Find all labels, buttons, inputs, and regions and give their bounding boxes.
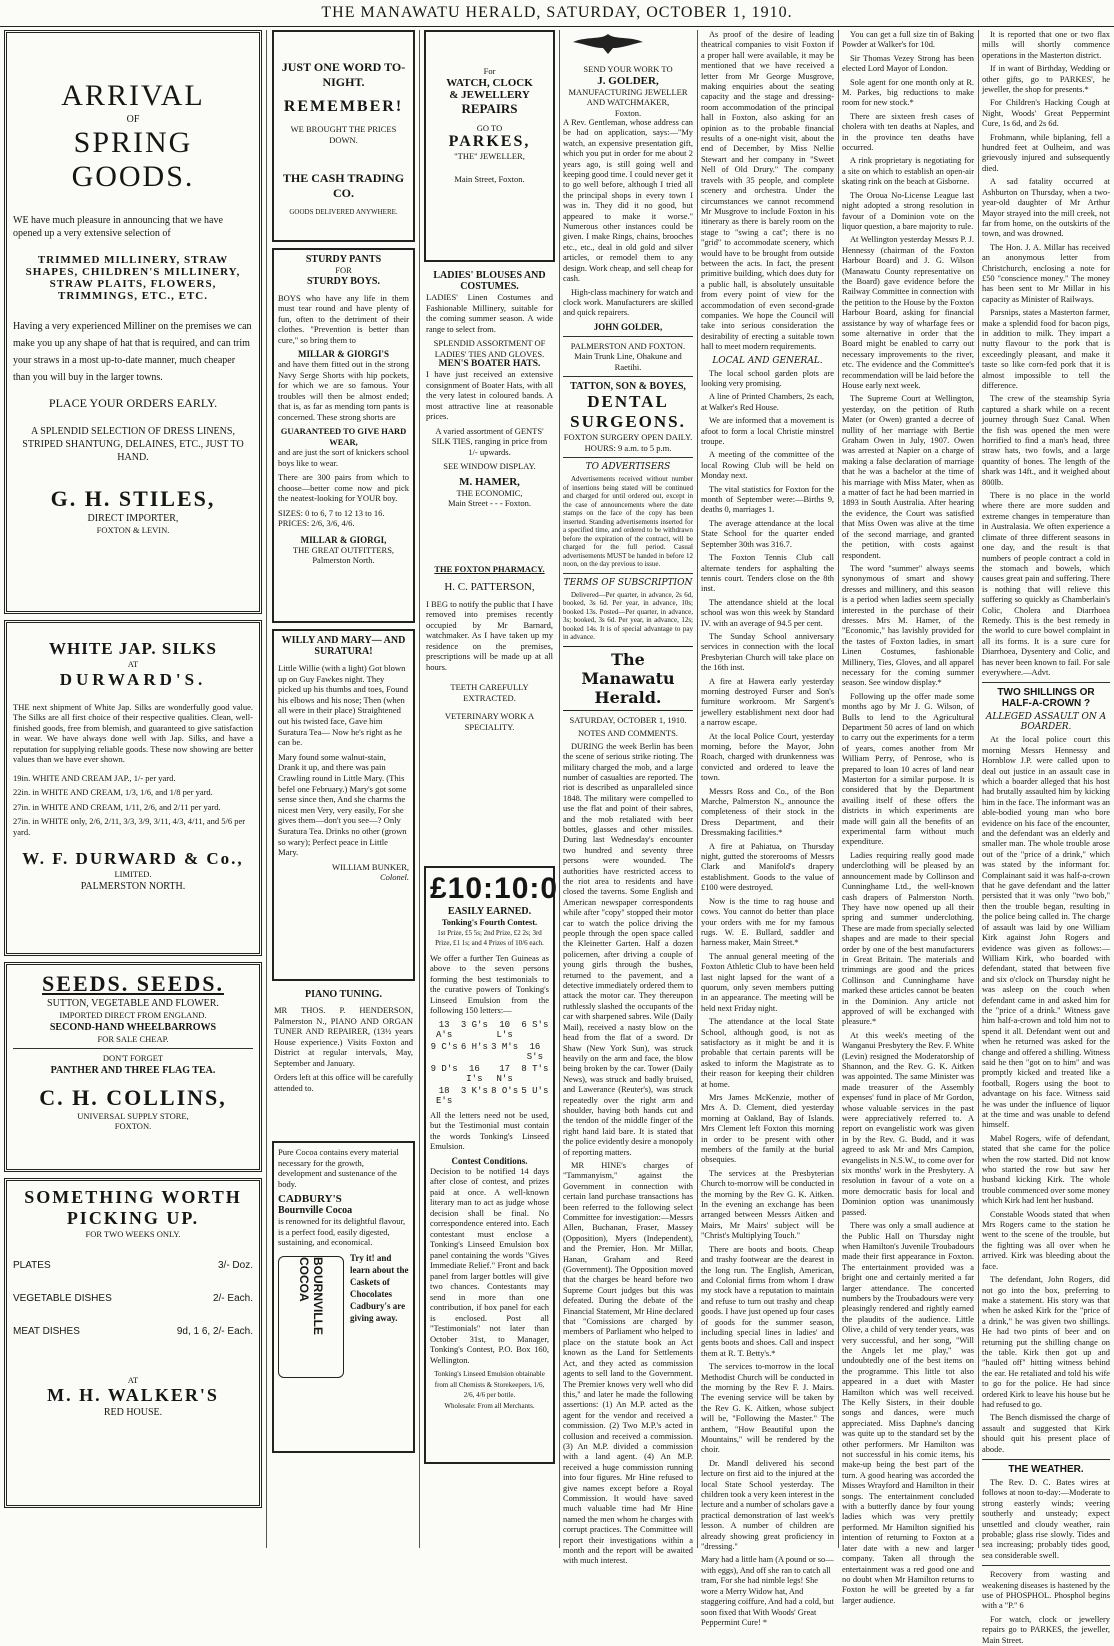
notice-heading: TERMS OF SUBSCRIPTION	[563, 577, 693, 588]
advert-callout: GUARANTEED TO GIVE HARD WEAR,	[280, 426, 407, 447]
advert-heading: WATCH, CLOCK	[446, 76, 533, 89]
article-paragraph: The Foxton Tennis Club call alternate tenders for asphalting the tennis court. Tenders close on the 8th inst.	[701, 553, 834, 594]
advert-body: High-class machinery for watch and clock work. Manufacturers are skilled and quick repairers.	[563, 287, 693, 318]
advert-heading: ARRIVAL	[61, 79, 205, 112]
article-paragraph: Frohmann, while biplaning, fell a hundred feet at Oulheim, and was grievously injured and subsequently died.	[982, 132, 1110, 173]
advert-line: GO TO	[476, 122, 503, 133]
signature-title: Colonel.	[379, 872, 409, 883]
pharmacy-advert	[424, 562, 555, 866]
newspaper-title: The Manawatu Herald.	[563, 646, 693, 711]
advert-heading: JUST ONE WORD TO-NIGHT.	[281, 60, 406, 89]
divider	[563, 336, 693, 337]
article-paragraph: The Supreme Court at Wellington, yesterday, on the petition of Ruth Mater (or Owen) granted a decree of nullity of her marriage with Bertie Graham Owen in July, 1907. Owen was arrested at Napier on a charge of making a false declaration of marriage that he was a bachelor at the time of his marriage with Miss Mater, when as a matter of fact he had been married in 1893 in South Australia. After hearing the evidence, the Court was satisfied that Miss Owen was alive at the time of the second marriage, and granted the petition, with costs against respondent.	[842, 394, 974, 560]
advert-body: THE next shipment of White Jap. Silks are wonderfully good value. The Silks are all first choice of their respective qualities. Clean, well-finished goods, free from blemish, and guaranteed to give satisfaction in wear. We have always done well with Jap. Silks, and have a reputation for supplying reliable goods. These now showing are better values than we have ever shown.	[13, 701, 253, 764]
advertiser-role: LIMITED.	[114, 869, 152, 879]
divider	[13, 1048, 253, 1049]
advert-body: BOYS who have any life in them must tear round and have plenty of fun, often to the detriment of their clothes. "Prevention is better than cure," so bring them to	[278, 292, 409, 345]
price-row	[13, 1293, 253, 1304]
article-heading: TWO SHILLINGS OR HALF-A-CROWN ?	[997, 687, 1095, 710]
masthead-title: THE MANAWATU HERALD, SATURDAY, OCTOBER 1, 1910.	[0, 0, 1114, 27]
article-paragraph: DURING the week Berlin has been the scene of serious strike rioting. The military charged the mob, and a large number of casualties are reported. The riot is described as unparalleled since 1848. The military were compelled to use the flat and point of their sabres, and the mob retaliated with beer bottles, glasses and other missiles. During last Wednesday's encounter two hundred and seventy three persons were wounded. The authorities have restricted access to the riot area to residents and have closed the taverns. Some English and American newspaper correspondents while after "copy" stopped their motor car to watch the police driving the people through the open space called the Kleinetter Garten. Half a dozen policemen, after driving a couple of young girls through the bushes, returned to the pavement, and a detective immediately ordered them to attack the motor car. They thereupon ruthlessly slashed the occupants of the car with sharpened sabres. Wile (Daily Mail), received a nasty blow on the head from the flat of a sword. Dr Shaw (New York Sun), was struck heavily on the arm and face, the blow being broken by the car. Tower (Daily News), was struck and badly bruised, and Lawerance (Reuter's), was struck repeatedly over the right arm and shoulder, having both hands cut and the tendon of the middle finger of the right hand laid bare. It is stated that the police evidently desire a monopoly of reporting matters.	[563, 741, 694, 1157]
article-paragraph: The Sunday School anniversary services in connection with the local Presbyterian Church will take place on the 16th inst.	[701, 631, 834, 673]
advertiser-role: DIRECT IMPORTER,	[87, 513, 179, 524]
article-paragraph: The Hon. J. A. Millar has received an anonymous letter from Christchurch, enclosing a note for £50 "conscience money." The money has been sent to Mr Millar in his capacity as Minister of Railways.	[982, 242, 1110, 304]
sturdy-pants-advert	[272, 248, 415, 623]
suratura-tea-advert	[272, 629, 415, 981]
advert-body: MR THOS. P. HENDERSON, Palmerston N., PIANO AND ORGAN TUNER AND REPAIRER, (13½ years House experience.) Visits Foxton and District at regular intervals, May, September and January.	[274, 1005, 413, 1068]
article-paragraph: At Wellington yesterday Messrs P. J. Hennessy (chairman of the Foxton Harbour Board) and J. G. Wilson (Manawatu County representative on the Board) gave evidence before the Railway Committee in connection with the petition to the House by the Foxton Harbour Board, asking for financial assistance by way of wharfage fees or some alternative in order that the Board might be enabled to carry out necessary improvements to the river, etc. The evidence and the Committee's recommendation will be laid before the House early next week.	[842, 235, 974, 390]
advertiser-role: UNIVERSAL SUPPLY STORE,	[77, 1110, 189, 1121]
notice-body: Delivered—Per quarter, in advance, 2s 6d, booked, 3s 6d. Per year, in advance, 10s; booked 13s. Posted—Per quarter, in advance, 3s; booked, 3s 6d. Per year, in advance, 12s; booked 14s. It is of special advantage to pay in advance.	[563, 590, 693, 642]
advert-line: Wholesale: From all Merchants.	[444, 1401, 535, 1410]
advertiser-name: TATTON, SON & BOYES,	[570, 381, 686, 393]
advertiser-place: FOXTON & LEVIN.	[96, 525, 170, 535]
letter-count: 5 U's	[521, 1085, 549, 1096]
article-paragraph: A fire at Hawera early yesterday morning destroyed Furser and Son's furniture workroom. Mr Sargent's jewellery establishment next door had a narrow escape.	[701, 676, 834, 728]
advert-line: DON'T FORGET	[102, 1053, 164, 1063]
advert-line: SUTTON, VEGETABLE AND FLOWER.	[47, 998, 219, 1009]
advert-heading: Contest Conditions.	[451, 1155, 528, 1166]
column-7	[982, 30, 1110, 1645]
letter-count: 17 N's	[496, 1063, 513, 1084]
advert-subheading: FOR TWO WEEKS ONLY.	[85, 1229, 181, 1239]
advertiser-name: MILLAR & GIORGI,	[300, 534, 387, 545]
article-subheading: ALLEGED ASSAULT ON A BOARDER.	[985, 712, 1107, 733]
advert-body: There are 300 pairs from which to choose—better come now and pick the neatest-looking for YOUR boy.	[278, 472, 409, 503]
advertiser-name: PARKES,	[448, 133, 531, 150]
advert-line: SECOND-HAND WHEELBARROWS	[49, 1021, 217, 1033]
advert-line: TEETH CAREFULLY EXTRACTED.	[450, 682, 529, 703]
article-paragraph: The local school garden plots are looking very promising.	[701, 368, 834, 388]
advertiser-name: M. H. WALKER'S	[47, 1385, 219, 1405]
advertiser-name: J. GOLDER,	[597, 74, 659, 87]
article-paragraph: The Rev. D. C. Bates wires at follows at noon to-day:—Moderate to strong easterly winds; veering southerly and unsteady; expect unsettled and cloudy weather, rain probable; glass rise slowly. Tides and sea increasing; probably tides good, sea considerable swell.	[982, 1478, 1110, 1560]
column-2	[272, 30, 415, 1548]
advertiser-place: Foxton.	[614, 107, 642, 118]
divider	[982, 682, 1110, 683]
advertiser-name: MILLAR & GIORGI'S	[297, 349, 389, 359]
advertiser-name: M. HAMER,	[459, 475, 520, 488]
notice-heading: TO ADVERTISERS	[585, 462, 671, 473]
signature: WILLIAM BUNKER,	[332, 861, 409, 872]
letter-count: 6 H's	[460, 1041, 488, 1052]
advert-body: and have them fitted out in the strong Navy Serge Shorts with hip pockets, for which we are so famous. Your troubles will then be almost ended; that is, as far as mending torn pants is concerned. These strong shorts are	[278, 359, 409, 422]
advert-body: A varied assortment of GENTS' SILK TIES, ranging in price from 1/- upwards.	[431, 425, 548, 457]
advert-heading: PIANO TUNING.	[304, 989, 383, 1000]
advert-line: SPLENDID ASSORTMENT OF LADIES' TIES AND GLOVES.	[433, 338, 546, 359]
article-paragraph: At the local police court this morning Messrs Hennessy and Hornblow J.P. were called upon to deal out justice in an assault case in which a boarder alleged that his host had brutally assaulted him by kicking him in the face. The informant was an able-bodied young man who bore evidence on his face of the encounter, and the defendant was an elderly and smaller man. The whole trouble arose out of the "price of a drink," which was stated by the informant for. Complainant said it was half-a-crown that he gave defendant and the latter persisted that it was only "two bob," then the trouble began, resulting in the police being called in. The charge of assault was laid by one William Kirk against John Rogers and evidence was given as follows:—William Kirk, who boarded with defendant, stated that between five and six o'clock on Thursday night he was asleep on the couch when defendant came in and asked him for the "price of a drink." Witness gave him half-a-crown and told him not to spend it all. Defendant went out and when he returned was asked for the change and offered a shilling. Witness said he then "got on to him" and was promptly kicked and treated like a football, Rogers using the boot to advantage on his face. Witness said he was under the influence of liquor at the time and was unable to defend himself.	[982, 735, 1110, 1130]
price-line: 27in. in WHITE AND CREAM, 1/11, 2/6, and 2/11 per yard.	[13, 801, 221, 812]
price-line: 22in. in WHITE AND CREAM, 1/3, 1/6, and 1/8 per yard.	[13, 787, 213, 797]
advert-heading: REMEMBER!	[283, 98, 404, 115]
advert-body: Having a very experienced Milliner on the premises we can make you up any shape of hat that is required, and can trim your straws in a most up-to-date manner, much cheaper than you will buy in the larger towns.	[13, 321, 252, 383]
dental-advert	[563, 381, 693, 453]
advert-body: is renowned for its delightful flavour, is a perfect food, easily digested, sustaining, and economical.	[278, 1216, 406, 1247]
piano-tuning-advert	[272, 987, 415, 1141]
advert-body: I have just received an extensive consignment of Boater Hats, with all the very latest in coloured bands. A most attractive line at reasonable prices.	[426, 369, 553, 421]
article-paragraph: For watch, clock or jewellery repairs go to PARKES, the jeweller, Main Street.	[982, 1614, 1110, 1645]
column-4	[563, 30, 694, 1566]
article-paragraph: The Bench dismissed the charge of assault and suggested that Kirk should quit his present place of abode.	[982, 1413, 1110, 1454]
advert-subheading: OF	[126, 114, 140, 125]
article-heading: THE WEATHER.	[1008, 1464, 1084, 1475]
article-paragraph: Sole agent for one month only at R. M. Parkes, big reductions to make room for new stock.*	[842, 77, 974, 108]
letter-count: 3 K's	[460, 1085, 488, 1096]
divider	[563, 573, 693, 574]
article-paragraph: A line of Printed Chambers, 2s each, at Walker's Red House.	[701, 392, 834, 412]
advert-body: WE have much pleasure in announcing that we have opened up a very extensive selection of	[13, 215, 223, 239]
advertiser-place: Main Street, Foxton.	[454, 173, 525, 184]
advertiser-name: DURWARD'S.	[59, 669, 207, 689]
hamer-economic-advert	[424, 268, 555, 562]
size-line: SIZES: 0 to 6, 7 to 12 13 to 16.	[278, 507, 385, 518]
spring-goods-advert	[4, 30, 262, 614]
advert-heading: SEEDS. SEEDS.	[42, 971, 224, 996]
signature: JOHN GOLDER,	[593, 321, 663, 332]
advert-line: PANTHER AND THREE FLAG TEA.	[50, 1064, 216, 1076]
article-paragraph: The crew of the steamship Syria captured a shark while on a recent journey through Suez Canal. When the fish was opened the men were horrified to find a man's head, three straw hats, two fowls, and a large quantity of bones. The length of the shark was 14ft., and it weighed about 800lb.	[982, 394, 1110, 487]
cash-trading-advert	[272, 30, 415, 242]
advert-line: SEND YOUR WORK TO	[583, 64, 673, 74]
advert-line: For	[483, 66, 496, 76]
article-paragraph: Constable Woods stated that when Mrs Rogers came to the station he went to the scene of the trouble, but the fighting was all over when he arrived. Kirk was bleeding about the face.	[982, 1209, 1110, 1271]
advert-body: A Rev. Gentleman, whose address can be had on application, says:—"My watch, an expensive presentation gift, which you put in order for me about 2 years ago, is still going well and keeping good time. I could never get it to go well before, although I tried all the principal shops in every town I was in. They did it no good, but appeared to make it worse." Numerous other instances could be given. I make Rings, chains, brooches etc., etc., deal in old gold and silver articles, or remodel them to any design. Work cheap, and sell cheap for cash.	[563, 118, 693, 284]
article-paragraph: A fire at Pahiatua, on Thursday night, gutted the storerooms of Messrs Clark and Manifold's drapery establishment. Goods to the value of £100 were destroyed.	[701, 841, 834, 893]
advert-heading: STURDY BOYS.	[307, 275, 380, 287]
letter-count: 18 E's	[436, 1085, 453, 1106]
advert-callout: PLACE YOUR ORDERS EARLY.	[48, 396, 218, 410]
article-paragraph: Parsnips, states a Masterton farmer, make a splendid food for bacon pigs, in addition to milk. They impart a nutty flavour to the pork that is exceedingly pleasant, and make it taste so like corn-fed pork that it is almost impossible to tell the difference.	[982, 308, 1110, 390]
column-rule	[419, 30, 420, 1548]
section-heading: NOTES AND COMMENTS.	[578, 728, 678, 739]
article-paragraph: It is reported that one or two flax mills will shortly commence operations in the Masterton district.	[982, 30, 1110, 60]
article-paragraph: The defendant, John Rogers, did not go into the box, preferring to make a statement. His story was that when he asked Kirk for the "price of a drink," he was given two shillings. He had two pints of beer and on returning put the shilling change on the table. Kirk then got up and "hauled off" hitting witness behind the ear. He retaliated and told his wife to go for the police. He had since ordered Kirk to leave his house but he had refused to go.	[982, 1275, 1110, 1409]
advert-line: SEE WINDOW DISPLAY.	[443, 461, 536, 471]
eagle-ornament-icon	[563, 30, 653, 56]
price-line: PRICES: 2/6, 3/6, 4/6.	[278, 518, 355, 528]
advert-line: VETERINARY WORK A SPECIALITY.	[444, 711, 535, 732]
advertiser-name: THE CASH TRADING CO.	[282, 171, 405, 200]
column-6	[842, 30, 974, 1605]
letter-count: 3 G's	[460, 1019, 488, 1030]
advertiser-place: FOXTON.	[114, 1121, 152, 1131]
article-paragraph: There is no place in the world where there are more sudden and extreme changes in temperature than in Australasia. We often experience a climate of three different seasons in one day, and the result is that numbers of people contract a cold in the stomach and bowels, which causes great pain and suffering. There is nothing that will relieve this suffering so quickly as Chamberlain's Colic, Cholera and Diarrhoea Remedy. This is the best remedy in the world to cure bowel complaint in all its forms. It is a sure cure for Diarrhoea, Dysentery and Colic, and has never been known to fail. For sale everywhere.—Advt.	[982, 491, 1110, 677]
article-paragraph: The services at the Presbyterian Church to-morrow will be conducted in the morning by the Rev G. K. Aitken. In the evening an exchange has been arranged between Messrs Aitken and Mairs, Mr Mairs' subject will be "Christ's Multiplying Touch."	[701, 1168, 834, 1241]
picking-up-advert	[4, 1178, 262, 1508]
letter-count: 16 I's	[466, 1063, 483, 1084]
advertiser-name: G. H. STILES,	[50, 486, 216, 511]
article-paragraph: Following up the offer made some months ago by Mr J. G. Wilson, of Bulls to lend to the Agricultural Department 50 acres of land on which to carry out the experiments for a term of years, comes another from Mr William Perry, of Penrose, who is prepared to loan 10 acres of land near Masterton for a similar purpose. It is considered that by the Department availing itself of these offers the districts in which experiments are made will gain all the benefits of an experimental farm without much expenditure.	[842, 691, 974, 847]
advert-subheading: Tonking's Fourth Contest.	[441, 917, 538, 927]
article-paragraph: MR HINE's charges of "Tammanyism," against the Government in connection with certain land purchase transactions has been referred to the following select Committee for investigation:—Messrs Allen, Buchanan, Fraser, Massey (Opposition), Myers (Independent), and the Premier, Hon. Mr Millar, Hanan, Graham and Reed (Government). The Opposition moved that the charges be heard before two Supreme Court judges but this was defeated. During the debate of the Financial Statement, Mr Hine declared that "Comissions are charged by members of Parliament who helped to place on the statute book an Act known as the Land for Settlements Act, and they acted as commission agents to sell land to the Government. The Premier knows very well who did this," and later he made the following assertions: (1) An M.P. acted as the agent for the vendor and received a commission. (2) Two M.P.'s acted in collusion and received a commission. (3) An M.P. divided a commission with a land agent. (4) An M.P. received a huge commission running into four figures. Mr Hine refused to give names except before a Royal Commission. It would have saved much valuable time had Mr Hine named the men whom he charges with corrupt practices. The Committee will report their investigations within a month and the report will be awaited with much interest.	[563, 1160, 694, 1566]
divider	[563, 376, 693, 377]
article-paragraph: Recovery from wasting and weakening diseases is hastened by the use of PHOSPHOL. Phosphol begins with a "P." 6	[982, 1570, 1110, 1611]
column-1	[4, 30, 262, 1548]
article-paragraph: The attendance at the local State School, although good, is not as satisfactory as it might be and it is probable that certain parents will be asked to inform the Magistrate as to their reason for keeping their children at home.	[701, 1017, 834, 1089]
advertiser-name: H. C. PATTERSON,	[444, 580, 535, 593]
advert-callout: Try it! and learn about the Caskets of Chocolates Cadbury's are giving away.	[350, 1252, 409, 1323]
article-paragraph: There are sixteen fresh cases of cholera with ten deaths at Naples, and in the province ten deaths have occurred.	[842, 111, 974, 153]
advert-subheading: FOR	[335, 265, 352, 275]
letter-count: 8 O's	[491, 1085, 519, 1096]
advert-line: IMPORTED DIRECT FROM ENGLAND.	[59, 1010, 207, 1020]
advert-body: All the letters need not be used, but the Testimonial must contain the words Tonking's Linseed Emulsion.	[430, 1109, 549, 1151]
advert-line: Tonking's Linseed Emulsion obtainable from all Chemists & Storekeepers, 1/6, 2/6, 4/6 per bottle.	[434, 1370, 545, 1399]
advert-heading: REPAIRS	[461, 100, 518, 116]
item-price: 3/- Doz.	[217, 1259, 253, 1271]
advert-body: Orders left at this office will be carefully attended to.	[274, 1072, 413, 1093]
advert-heading: SOMETHING WORTH PICKING UP.	[24, 1187, 242, 1228]
article-paragraph: You can get a full size tin of Baking Powder at Walker's for 10d.	[842, 30, 974, 50]
article-paragraph: If in want of Birthday, Wedding or other gifts, go to PARKES', he jeweller, the shop for presents.*	[982, 64, 1110, 95]
advertiser-name: C. H. COLLINS,	[39, 1084, 227, 1110]
golder-advert	[563, 64, 693, 372]
article-paragraph: As proof of the desire of leading theatrical companies to visit Foxton if a proper hall were available, it may be mentioned that we have received a letter from Mr George Musgrove, making enquiries about the seating capacity and the stage and dressing-room accommodation of the principal hall in Foxton, also asking for an opinion as to the probable financial results of a one-night visit, about the end of December, by Miss Nellie Stewart and her company in "Sweet Nell of Old Drury." The company travels with 35 people, and complete scenery and orchestra. Under the circumstances we cannot recommend Mr Musgrove to include Foxton in his itinerary as there is barely room on the stage to "swing a cat"; there is no "grid" to accommodate scenery, which would have to be brought from outside between the acts. In fact, the present primitive building, which does duty for a public hall, is absolutely unsuitable from every point of view for the accommodation of even second-grade companies. We hope the Council will take into serious consideration the desirability of erecting a suitable town hall to meet modern requirements.	[701, 30, 834, 352]
article-paragraph: There are boots and boots. Cheap and trashy footwear are the dearest in the long run. The English, American, and Colonial firms from whom I draw my stock have a reputation to maintain and refuse to turn out trashy and cheap goods. I have just opened up four cases of goods for the summer season, including special lines in ladies' and gents boots and shoes. Call and inspect them at R. T. Betty's.*	[701, 1244, 834, 1358]
advert-heading: & JEWELLERY	[449, 88, 530, 101]
advertiser-place: PALMERSTON NORTH.	[80, 880, 186, 892]
cadbury-cocoa-advert	[272, 1141, 415, 1453]
article-paragraph: The average attendance at the local State School for the quarter ended September 30th was 316.7.	[701, 518, 834, 549]
cocoa-tin-image: BOURNVILLE COCOA	[278, 1256, 344, 1378]
advert-heading: STURDY PANTS	[305, 254, 382, 265]
advert-line: HOURS: 9 a.m. to 5 p.m.	[584, 442, 672, 453]
column-rule	[266, 30, 267, 1548]
article-paragraph: Mrs James McKenzie, mother of Mrs A. D. Clement, died yesterday morning at Oakland, Bay of Islands. Mrs Clement left Foxton this morning in order to be present with other members of the family at the burial obsequies.	[701, 1093, 834, 1165]
column-5	[701, 30, 834, 1627]
article-paragraph: At the local Police Court, yesterday morning, before the Mayor, John Roach, charged with drunkenness was convicted and ordered to leave the town.	[701, 731, 834, 783]
price-row	[13, 1260, 253, 1271]
advert-body: LADIES' Linen Costumes and Fashionable Millinery, suitable for the coming summer season. A wide range to select from.	[426, 292, 553, 334]
price-line: 19in. WHITE AND CREAM JAP., 1/- per yard.	[13, 772, 176, 783]
advert-body: Pure Cocoa contains every material necessary for the growth, development and sustenance of the body.	[278, 1147, 399, 1189]
issue-date: SATURDAY, OCTOBER 1, 1910.	[569, 714, 687, 725]
advert-body: We offer a further Ten Guineas as above to the seven persons forming the best testimonials to the curative powers of Tonking's Linseed Emulsion from the following 150 letters:—	[430, 952, 549, 1015]
article-paragraph: At this week's meeting of the Wanganui Presbytery the Rev. F. White (Levin) resigned the Moderatorship of Shannon, and the Rev. G. K. Aitken was appointed. The same Minister was made treasurer of the Assembly expenses' fund in place of Mr Gordon, whose valuable services in the past were appreciatively referred to. A report on evangelistic work was given in by the Rev. G. Budd, and it was agreed to ask Mr and Mrs Campion, evangelists in N.S.W., to come over for six months' work in the Presbytery. A resolution in favour of a vote on a more democratic basis for local and Dominion option was unanimously passed.	[842, 1030, 974, 1217]
article-paragraph: The attendance shield at the local school was won this week by Standard IV. with an average of 94.5 per cent.	[701, 597, 834, 628]
advert-body: A SPLENDID SELECTION OF DRESS LINENS, STRIPED SHANTUNG, DELAINES, ETC., JUST TO HAND.	[22, 426, 244, 463]
advert-line: FOR SALE CHEAP.	[97, 1033, 169, 1044]
advertiser-role: THE GREAT OUTFITTERS,	[292, 544, 395, 555]
advertiser-role: "THE" JEWELLER,	[454, 151, 525, 161]
advert-verse: Mary found some walnut-stain, Drank it up, and there was pain Crawling round in Little Mary. (This befel one February.) Mary's got some sense since then, And she charms the nicest men Very, very easily, For she gives them—don't you see—? Only Suratura Tea. Drinks no other (grown so wary); Perfect peace in Little Mary.	[278, 751, 407, 858]
article-paragraph: The word "summer" always seems synonymous of smart and showy dresses and millinery, and this season is a period when ladies seem specially interested in the purchase of their dresses. Mrs M. Hamer, of the "Economic," has lavishly provided for the tastes of Foxton ladies, in smart Linen Costumes, fashionable Millinery, Ties, Gloves, and all apparel necessary for the coming summer season. See window display.*	[842, 563, 974, 688]
advert-heading: THE FOXTON PHARMACY.	[434, 564, 545, 574]
item-price: 9d, 1 6, 2/- Each.	[176, 1325, 253, 1337]
advert-heading: SPRING GOODS.	[71, 126, 195, 193]
article-paragraph: Mabel Rogers, wife of defendant, stated that she came for the police when the row started. Did not know who started the row but saw her husband kicking Kirk. The whole trouble commenced over some money which Kirk had lent her husband.	[982, 1133, 1110, 1206]
column-rule	[838, 30, 839, 1548]
letter-count: 13 A's	[436, 1019, 453, 1040]
letter-count: 3 M's	[491, 1041, 519, 1052]
item-name: PLATES	[13, 1259, 51, 1271]
section-heading: LOCAL AND GENERAL.	[712, 355, 823, 366]
letter-count: 9 D's	[430, 1063, 458, 1074]
advert-heading: SURGEONS.	[570, 412, 686, 432]
letter-count: 6 S's	[521, 1019, 549, 1030]
parkes-jeweller-advert	[424, 30, 555, 262]
product-name: Bournville Cocoa	[278, 1205, 353, 1216]
letters-grid	[430, 1020, 549, 1106]
article-paragraph: The Oroua No-License League last night adopted a strong resolution in favour of a Dominion vote on the liquor question, a bare majority to rule.	[842, 190, 974, 231]
advert-body: I BEG to notify the public that I have removed into premises recently occupied by Mr Barnard, watchmaker. As I have taken up my residence on the premises, prescriptions will be made up at all hours.	[426, 598, 553, 672]
advert-body: Decision to be notified 14 days after close of contest, and prizes paid at once. A well-known literary man to act as judge whose decision shall be final. No correspondence entered into. Each contestant must enclose a Tonking's Linseed Emulsion box panel containing the words "Gives Immediate Relief." Front and back panel from larger bottles will give two chances. Contestants may send in more than one contribution, if box panel for each is enclosed. Post all "Testimonials" not later than October 31st, to Manager, Tonking's Contest, P.O. Box 160, Wellington.	[430, 1165, 549, 1365]
advertiser-role: THE ECONOMIC,	[456, 487, 523, 498]
advert-heading: DENTAL	[587, 392, 669, 412]
item-name: VEGETABLE DISHES	[13, 1292, 112, 1304]
letter-count: 16 S's	[526, 1041, 543, 1062]
price-line: 27in. in WHITE only, 2/6, 2/11, 3/3, 3/9, 3/11, 4/3, 4/11, and 5/6 per yard.	[13, 816, 246, 837]
article-paragraph: A sad fatality occurred at Ashburton on Thursday, when a two-year-old daughter of Mr Arthur Mayor strayed into the mill creek, not far from home, on the outskirts of the town, and was drowned.	[982, 177, 1110, 239]
article-paragraph: For Children's Hacking Cough at Night, Woods' Great Peppermint Cure, 1s 6d, and 2s 6d.	[982, 98, 1110, 129]
notice-body: Advertisements received without number of insertions being stated will be continued and charged for until ordered out, except in the case of announcements where the date stamps on the face of the copy has been inserted. Standing advertisements inserted for a specified time, and ordered to be withdrawn before the expiration of the contract, will be charged for the full period. Casual advertisements MUST be handed in before 12 noon, on the day previous to issue.	[563, 475, 693, 569]
advert-line: PALMERSTON AND FOXTON.	[570, 340, 686, 351]
divider	[982, 1565, 1110, 1566]
advert-lines: TRIMMED MILLINERY, STRAW SHAPES, CHILDREN'S MILLINERY, STRAW PLAITS, FLOWERS, TRIMMINGS, ETC., ETC.	[25, 254, 241, 302]
letter-count: 9 C's	[430, 1041, 458, 1052]
article-paragraph: Ladies requiring really good made underclothing will be pleased by an announcement made by Collinson and Cunninghame Ltd., the well-known cash drapers of Palmerston North. They have now opened up all their spring and summer underclothing. These are made from specially selected shapes and are made to their special order by one of the best manufacturers in Great Britain. The materials and trimmings are good and the prices Collinson and Cunninghame have marked these articles cannot be beaten in the Dominion. Any article not approved of will be exchanged with pleasure.*	[842, 850, 974, 1027]
advert-line: GOODS DELIVERED ANYWHERE.	[289, 208, 398, 216]
advert-subheading: AT	[127, 659, 139, 669]
column-3	[424, 30, 559, 1548]
divider	[563, 457, 693, 458]
advert-heading: WHITE JAP. SILKS	[49, 639, 217, 658]
article-paragraph: Sir Thomas Vezey Strong has been elected Lord Mayor of London.	[842, 53, 974, 74]
column-rule	[697, 30, 698, 1548]
advert-verse: Little Willie (with a light) Got blown up on Guy Fawkes night. They picked up his thumbs and toes, Found his elbows and his nose; Then (when all were in their place) Straightened out his twisted face, Gave him Suratura Tea— Now he's right as he can be.	[278, 663, 409, 748]
advertiser-role: MANUFACTURING JEWELLER AND WATCHMAKER,	[568, 86, 688, 107]
item-price: 2/- Each.	[212, 1292, 253, 1304]
advert-body: and are just the sort of knickers school boys like to wear.	[278, 447, 410, 468]
article-paragraph: The services to-morrow in the local Methodist Church will be conducted in the morning by the Rev F. J. Mairs. The evening service will be taken by the Rev G. K. Aitken, whose subject will be, "Following the Master." The anthem, "How Beautiful upon the Mountains," will be rendered by the choir.	[701, 1362, 834, 1455]
advert-heading: MEN'S BOATER HATS.	[438, 359, 541, 369]
tonkings-contest-advert	[424, 866, 559, 1464]
article-paragraph: A rink proprietary is negotiating for a site on which to establish an open-air skating rink on the beach at Gisborne.	[842, 156, 974, 187]
advert-heading: WILLY AND MARY— AND SURATURA!	[281, 635, 406, 657]
article-paragraph: A meeting of the committee of the local Rowing Club will be held on Monday next.	[701, 450, 834, 481]
advert-line: WE BROUGHT THE PRICES DOWN.	[290, 124, 397, 145]
advertiser-name: CADBURY'S	[278, 1193, 342, 1205]
article-paragraph: Messrs Ross and Co., of the Bon Marche, Palmerston N., announce the completeness of their stock in the Dress Department, and their Dressmaking facilities.*	[701, 786, 834, 838]
advertiser-place: Main Street - - - Foxton.	[447, 498, 532, 508]
advertiser-place: RED HOUSE.	[103, 1407, 163, 1418]
letter-count: 8 T's	[521, 1063, 549, 1074]
advertiser-name: W. F. DURWARD & Co.,	[22, 849, 244, 868]
advert-line: Main Trunk Line, Ohakune and Raetihi.	[574, 351, 682, 372]
letter-count: 10 L's	[496, 1019, 513, 1040]
article-paragraph: Dr. Mandl delivered his second lecture on first aid to the injured at the local State School yesterday. The children took a very keen interest in the lecture and a number of scholars gave a practical demonstration of last week's lesson. A number of children are already showing great proficiency in "dressing."	[701, 1458, 834, 1552]
prize-amount: £10:10:0	[430, 872, 559, 905]
column-rule	[559, 30, 560, 1548]
column-rule	[978, 30, 979, 1548]
article-verse: Mary had a little ham (A pound or so—with eggs), And off she ran to catch all tram, For she had nimble legs! She wore a Merry Widow hat, And staggering coiffure, And had a cold, but soon fixed that With Woods' Great Peppermint Cure! *	[701, 1555, 834, 1627]
article-paragraph: Now is the time to rag house and cows. You cannot do better than place your orders with me for my famous rugs. W. E. Bullard, saddler and harness maker, Main Street.*	[701, 896, 834, 948]
article-paragraph: We are informed that a movement is afoot to form a local Christie minstrel troupe.	[701, 416, 834, 447]
article-paragraph: There was only a small audience at the Public Hall on Thursday night when Hamilton's Juvenile Troubadours made their first appearance in Foxton. The entertainment provided was a bright one and certainly merited a far larger attendance. The concerted numbers by the Troubadours were very pleasingly rendered and rightly earned the plaudits of the audience. Little Olive, a child of very tender years, was very successful, and her song, "Will the Angels let me play," was undoubtedly one of the best items on the programme. This little tot also appeared in a duet with Master Hamilton which was well received. The Kelly Sisters, in their double songs and dances, were much appreciated. Miss Daphne's dancing was quite up to the standard set by the other performers. Mr Hamilton was not successful in his comic items, his make-up being the best part of the turn. A good hearing was accorded the Misses Wrayford and Hamilton in their songs. The entertainment concluded with a butterfly dance by four young ladies which was very prettily performed. Mr Hamilton signified his intention of returning to Foxton at a later date with a new and larger company. Taken all through the entertainment was a red good one and no doubt when Mr Hamilton returns to Foxton he will be greeted by a far larger audience.	[842, 1221, 974, 1605]
advert-heading: EASILY EARNED.	[447, 906, 532, 917]
advertiser-place: Palmerston North.	[312, 555, 375, 565]
seeds-advert	[4, 962, 262, 1172]
item-name: MEAT DISHES	[13, 1325, 80, 1337]
article-paragraph: The annual general meeting of the Foxton Athletic Club to have been held last night lapsed for the want of a quorum, only seven members putting in an appearance. The meeting will be held next Friday night.	[701, 951, 834, 1013]
advert-line: AT	[127, 1374, 139, 1385]
advert-heading: LADIES' BLOUSES AND COSTUMES.	[433, 270, 546, 292]
jap-silks-advert	[4, 620, 262, 956]
prize-list: 1st Prize, £5 5s; 2nd Prize, £2 2s; 3rd Prize, £1 1s; and 4 Prizes of 10/6 each.	[435, 928, 544, 947]
price-row	[13, 1326, 253, 1337]
article-paragraph: The vital statistics for Foxton for the month of September were:—Births 9, deaths 0, marriages 1.	[701, 484, 834, 515]
divider	[982, 1459, 1110, 1460]
advert-line: FOXTON SURGERY OPEN DAILY.	[563, 432, 693, 443]
